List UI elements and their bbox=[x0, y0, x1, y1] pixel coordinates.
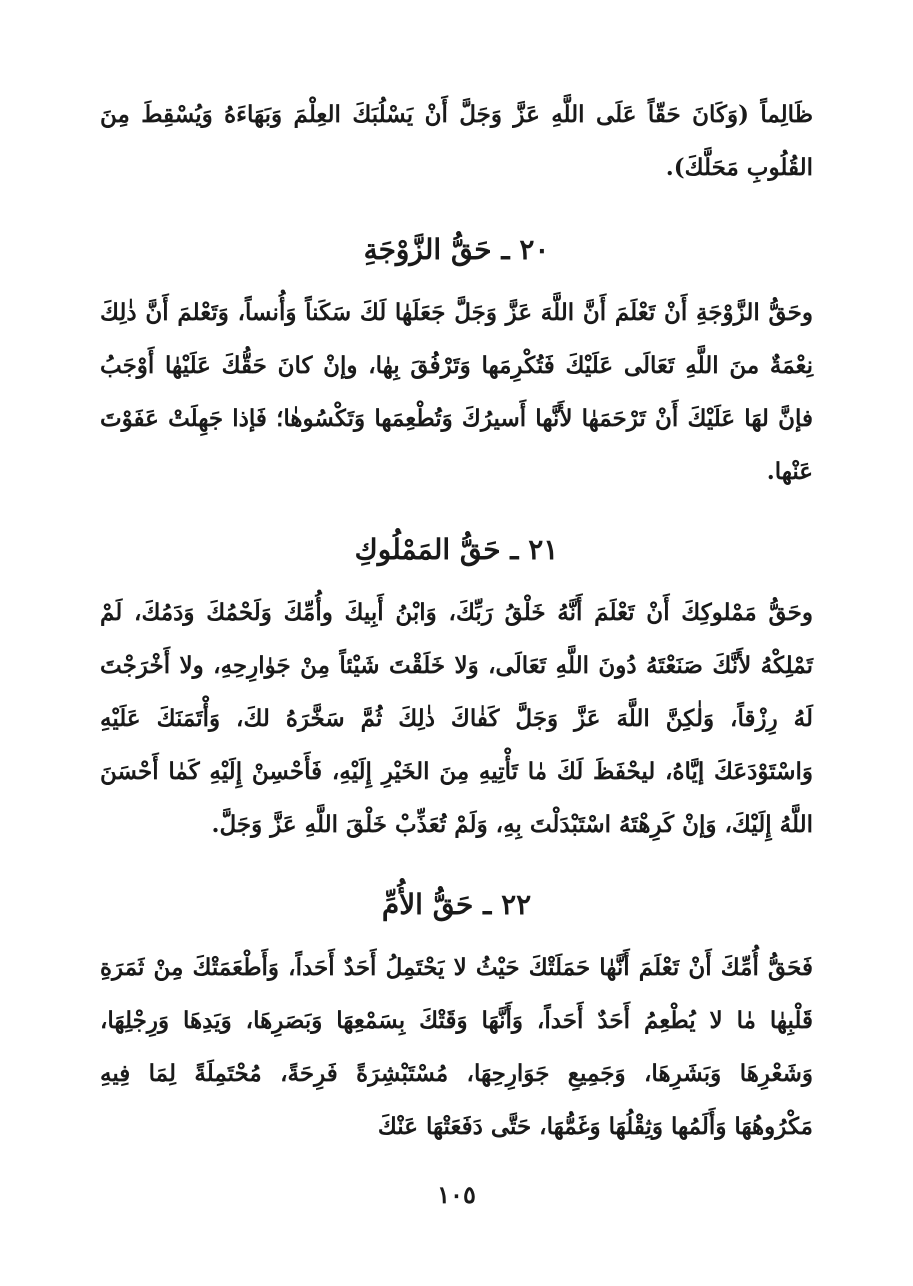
section-body-wife: وحَقُّ الزَّوْجَةِ أَنْ تَعْلَمَ أَنَّ اللَّهَ عَزَّ وَجَلَّ جَعَلَهٰا لَكَ سَكَناً وَأُنساً، وَتَعْلمَ أَنَّ ذٰلِكَ نِعْمَةٌ منَ اللَّهِ تَعَالَى عَلَيْكَ فَتُكْرِمَها وَتَرْفُقَ بِهٰا، وإنْ كانَ حَقُّكَ عَلَيْهٰا أَوْجَبُ فإنَّ لهَا عَلَيْكَ أَنْ تَرْحَمَهٰا لأَنَّها أَسيرُكَ وَتُطْعِمَها وَتَكْسُوهٰا؛ فَإذا جَهِلَتْ عَفَوْتَ عَنْها. bbox=[100, 299, 813, 485]
section-body-mother: فَحَقُّ أُمِّكَ أَنْ تَعْلَمَ أَنَّهٰا حَمَلَتْكَ حَيْثُ لا يَحْتَمِلُ أَحَدٌ أَحَداً، وَأَطْعَمَتْكَ مِنْ ثَمَرَةِ قَلْبِهٰا مٰا لا يُطْعِمُ أَحَدٌ أَحَداً، وَأَنَّهَا وَقَتْكَ بِسَمْعِهَا وَبَصَرِهَا، وَيَدِهَا وَرِجْلِهَا، وَشَعْرِهَا وَبَشَرِهَا، وَجَمِيعِ جَوَارِحِهَا، مُسْتَبْشِرَةً فَرِحَةً، مُحْتَمِلَةً لِمَا فِيهِ مَكْرُوهُهَا وَأَلَمُها وَثِقْلُهَا وَغَمُّهَا، حَتَّى دَفَعَتْهَا عَنْكَ bbox=[100, 954, 813, 1140]
section-body-slave: وحَقُّ مَمْلوكِكَ أَنْ تَعْلَمَ أَنَّهُ خَلْقُ رَبِّكَ، وَابْنُ أَبِيكَ وأُمِّكَ وَلَحْمُكَ وَدَمُكَ، لَمْ تَمْلِكْهُ لأَنَّكَ صَنَعْتَهُ دُونَ اللَّهِ تَعَالَى، وَلا خَلَقْتَ شَيْئاً مِنْ جَوٰارِحِهِ، ولا أَخْرَجْتَ لَهُ رِزْقاً، وَلٰكِنَّ اللَّهَ عَزَّ وَجَلَّ كَفٰاكَ ذٰلِكَ ثُمَّ سَخَّرَهُ لكَ، وَأْتَمَنَكَ عَلَيْهِ وَاسْتَوْدَعَكَ إيَّاهُ، ليحْفَظَ لَكَ مٰا تَأْتِيهِ مِنَ الخَيْرِ إِلَيْهِ، فَأَحْسِنْ إِلَيْهِ كَمٰا أَحْسَنَ اللَّهُ إِلَيْكَ، وَإنْ كَرِهْتَهُ اسْتَبْدَلْتَ بِهِ، وَلَمْ تُعَذِّبْ خَلْقَ اللَّهِ عَزَّ وَجَلَّ. bbox=[100, 599, 813, 838]
section-heading-slave: ٢١ ـ حَقُّ المَمْلُوكِ bbox=[354, 533, 559, 566]
page-number: ١٠٥ bbox=[437, 1180, 476, 1209]
section-heading-wife: ٢٠ ـ حَقُّ الزَّوْجَةِ bbox=[363, 233, 550, 266]
intro-paragraph: ظَالِماً (وَكَانَ حَقّاً عَلَى اللَّهِ عَزَّ وَجَلَّ أَنْ يَسْلُبَكَ العِلْمَ وَبَهَاءَهُ وَيُسْقِطَ مِنَ القُلُوبِ مَحَلَّكَ). bbox=[100, 101, 813, 181]
section-heading-mother: ٢٢ ـ حَقُّ الأُمِّ bbox=[381, 888, 532, 921]
